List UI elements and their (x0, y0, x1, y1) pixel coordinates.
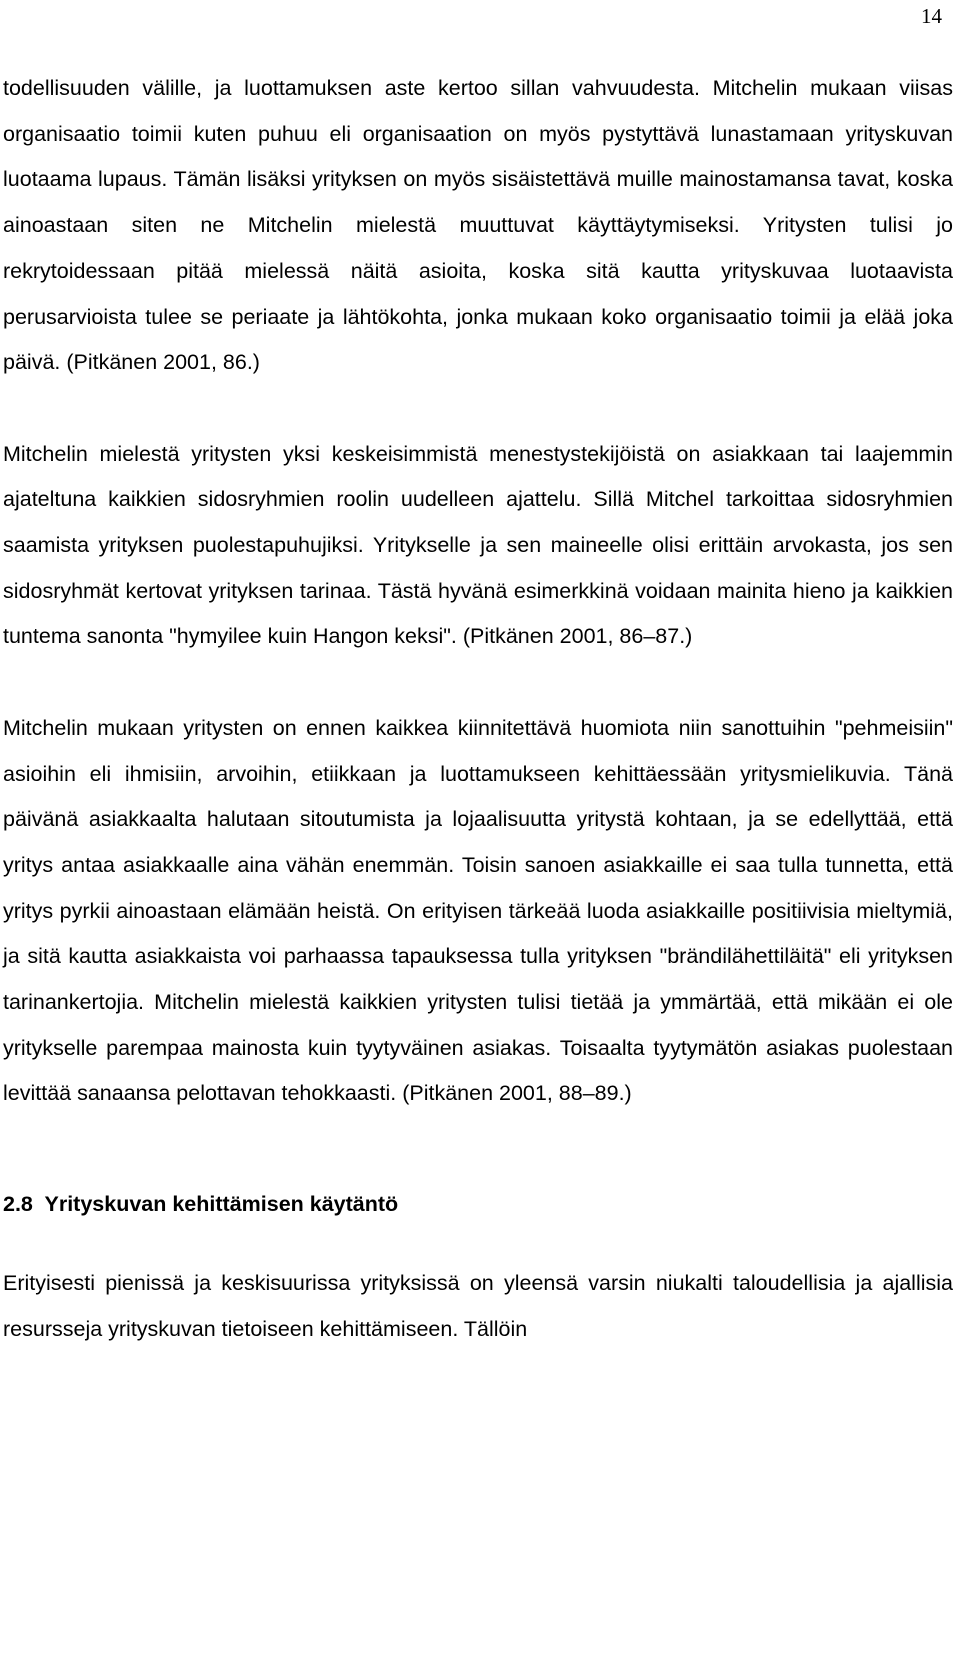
paragraph-1: todellisuuden välille, ja luottamuksen aste kertoo sillan vahvuudesta. Mitchelin mukaan viisas organisaatio toimii kuten puhuu eli organisaation on myös pystyttävä lunastamaan yrityskuvan luotaama lupaus. Tämän lisäksi yrityksen on myös sisäistettävä muille mainostamansa tavat, koska ainoastaan siten ne Mitchelin mielestä muuttuvat käyttäytymiseksi. Yritysten tulisi jo rekrytoidessaan pitää mielessä näitä asioita, koska sitä kautta yrityskuvaa luotaavista perusarvioista tulee se periaate ja lähtökohta, jonka mukaan koko organisaatio toimii ja elää joka päivä. (Pitkänen 2001, 86.) (3, 76, 953, 375)
paragraph-2: Mitchelin mielestä yritysten yksi keskeisimmistä menestystekijöistä on asiakkaan tai laajemmin ajateltuna kaikkien sidosryhmien roolin uudelleen ajattelu. Sillä Mitchel tarkoittaa sidosryhmien saamista yrityksen puolestapuhujiksi. Yritykselle ja sen maineelle olisi erittäin arvokasta, jos sen sidosryhmät kertovat yrityksen tarinaa. Tästä hyvänä esimerkkinä voidaan mainita hieno ja kaikkien tuntema sanonta "hymyilee kuin Hangon keksi". (Pitkänen 2001, 86–87.) (3, 441, 953, 649)
section-title: Yrityskuvan kehittämisen käytäntö (44, 1192, 399, 1217)
section-heading (3, 1182, 953, 1228)
paragraph-3: Mitchelin mukaan yritysten on ennen kaikkea kiinnitettävä huomiota niin sanottuihin "pehmeisiin" asioihin eli ihmisiin, arvoihin, etiikkaan ja luottamukseen kehittäessään yritysmielikuvia. Tänä päivänä asiakkaalta halutaan sitoutumista ja lojaalisuutta yritystä kohtaan, ja se edellyttää, että yritys antaa asiakkaalle aina vähän enemmän. Toisin sanoen asiakkaille ei saa tulla tunnetta, että yritys pyrkii ainoastaan elämään heistä. On erityisen tärkeää luoda asiakkaille positiivisia mieltymiä, ja sitä kautta asiakkaista voi parhaassa tapauksessa tulla yrityksen "brändilähettiläitä" eli yrityksen tarinankertojia. Mitchelin mielestä kaikkien yritysten tulisi tietää ja ymmärtää, että mikään ei ole yritykselle parempaa mainosta kuin tyytyväinen asiakas. Toisaalta tyytymätön asiakas puolestaan levittää sanaansa pelottavan tehokkaasti. (Pitkänen 2001, 88–89.) (3, 715, 953, 1106)
document-body (3, 66, 953, 1352)
page-number: 14 (921, 4, 942, 28)
section-number: 2.8 (3, 1192, 33, 1217)
paragraph-4: Erityisesti pienissä ja keskisuurissa yrityksissä on yleensä varsin niukalti taloudellisia ja ajallisia resursseja yrityskuvan tietoiseen kehittämiseen. Tällöin (3, 1270, 953, 1341)
